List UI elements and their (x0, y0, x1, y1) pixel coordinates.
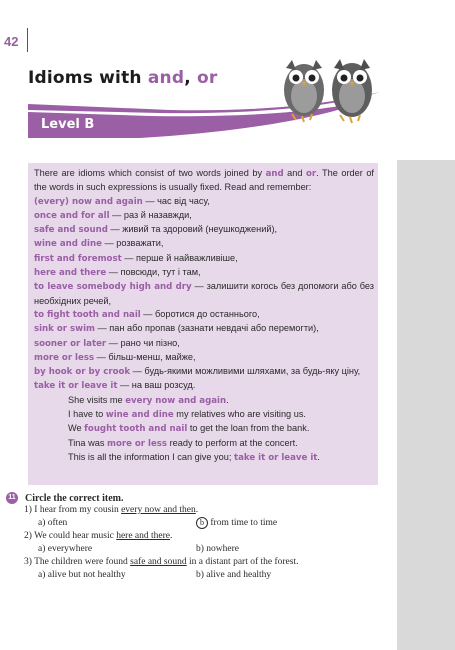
idiom-entry (34, 379, 374, 393)
question-number: 1) (24, 505, 32, 515)
answer-option[interactable] (196, 517, 354, 530)
question-text-part: I hear from my cousin (31, 505, 122, 515)
question-item (6, 504, 391, 530)
idiom-phrase: first and foremost (34, 253, 122, 264)
option-text: alive and healthy (203, 570, 272, 580)
answer-options (38, 543, 391, 556)
example-text: ready to perform at the concert. (167, 437, 298, 448)
idiom-phrase: to fight tooth and nail (34, 309, 141, 320)
example-sentence (68, 394, 374, 408)
option-letter: b) (196, 570, 204, 580)
idiom-phrase: (every) now and again (34, 196, 143, 207)
example-idiom: wine and dine (105, 410, 174, 421)
example-idiom: fought tooth and nail (84, 424, 188, 435)
exercise-heading (6, 492, 391, 504)
underlined-idiom: here and there (116, 531, 171, 541)
title-conj-or: or (196, 68, 218, 88)
idiom-phrase: once and for all (34, 210, 110, 221)
question-text-part: We could hear music (31, 531, 117, 541)
answer-option[interactable] (196, 543, 354, 556)
question-number: 2) (24, 531, 32, 541)
underlined-idiom: safe and sound (130, 557, 187, 567)
example-text: . (317, 451, 320, 462)
circled-letter: b (196, 517, 208, 529)
idiom-meaning: — залишити когось без допомоги або без необхідних речей, (34, 281, 375, 306)
question-text-part: The children were found (31, 557, 131, 567)
exercise-number: 11 (6, 492, 18, 504)
idiom-meaning: — будь-якими можливими шляхами, за будь-яку ціну, (130, 366, 361, 377)
example-text: Tina was (68, 437, 107, 448)
idiom-meaning: — більш-менш, майже, (94, 351, 196, 362)
exercise-instruction: Circle the correct item. (25, 492, 124, 504)
option-text: nowhere (203, 544, 240, 554)
question-number: 3) (24, 557, 32, 567)
idiom-entry (34, 280, 374, 308)
idiom-phrase: more or less (34, 352, 95, 363)
answer-options (38, 569, 391, 582)
example-sentence (68, 437, 374, 451)
idiom-entry (34, 237, 374, 251)
idiom-entry (34, 337, 374, 351)
option-letter: a) (38, 570, 46, 580)
example-idiom: every now and again (125, 395, 227, 406)
example-text: I have to (68, 409, 106, 420)
answer-option[interactable] (38, 569, 196, 582)
answer-options (38, 517, 391, 530)
idiom-meaning: — раз й назавжди, (109, 209, 192, 220)
example-idiom: take it or leave it (233, 452, 318, 463)
answer-option[interactable] (38, 517, 196, 530)
idiom-entry (34, 209, 374, 223)
question-text-part: . (170, 531, 173, 541)
example-list (68, 394, 374, 465)
idiom-entry (34, 252, 374, 266)
idiom-phrase: to leave somebody high and dry (34, 282, 192, 293)
question-text-part: . (195, 505, 199, 515)
idiom-entry (34, 351, 374, 365)
example-text: . (226, 394, 229, 405)
option-text: often (45, 518, 68, 528)
option-letter: b) (196, 544, 204, 554)
intro-text: There are idioms which consist of two words joined by and and or. The order of the words in such expressions is usually fixed. Read and remember: (34, 168, 374, 193)
example-text: my relatives who are visiting us. (173, 409, 306, 420)
option-letter: a) (38, 544, 46, 554)
answer-option[interactable] (196, 569, 354, 582)
title-conj-and: and (147, 68, 185, 88)
idiom-entry (34, 322, 374, 336)
idiom-entry (34, 223, 374, 237)
level-label: Level B (41, 117, 95, 132)
question-text (24, 504, 391, 517)
example-text: to get the loan from the bank. (187, 423, 310, 434)
idiom-meaning: — на ваш розсуд. (117, 380, 196, 391)
example-text: She visits me (68, 394, 126, 405)
idiom-phrase: safe and sound (34, 225, 108, 236)
example-idiom: more or less (106, 438, 168, 449)
example-text: We (68, 423, 85, 434)
example-sentence (68, 451, 374, 465)
exercise (6, 492, 391, 582)
idiom-meaning: — пан або пропав (зазнати невдачі або перемогти), (94, 323, 319, 334)
answer-option[interactable] (38, 543, 196, 556)
idiom-meaning: — перше й найважливіше, (121, 252, 238, 263)
question-text (24, 556, 391, 569)
idiom-entry (34, 308, 374, 322)
example-text: This is all the information I can give you; (68, 451, 234, 462)
question-list (6, 504, 391, 582)
idiom-phrase: by hook or by crook (34, 367, 131, 378)
question-item (6, 556, 391, 582)
option-text: alive but not healthy (45, 570, 126, 580)
idiom-list (34, 195, 374, 394)
example-sentence (68, 408, 374, 422)
page-number: 42 (4, 34, 19, 49)
idiom-entry (34, 365, 374, 379)
idiom-meaning: — розважати, (101, 238, 164, 249)
idiom-meaning: — боротися до останнього, (140, 308, 260, 319)
idiom-entry (34, 266, 374, 280)
idiom-phrase: sink or swim (34, 324, 95, 335)
idiom-phrase: wine and dine (34, 239, 102, 250)
idiom-meaning: — повсюди, тут і там, (106, 267, 201, 278)
side-bar (397, 160, 455, 650)
option-text: everywhere (45, 544, 93, 554)
example-sentence (68, 422, 374, 436)
question-item (6, 530, 391, 556)
option-text: from time to time (208, 518, 278, 528)
theory-box (28, 163, 378, 485)
idiom-meaning: — живий та здоровий (неушкоджений), (107, 224, 278, 235)
page-title: Idioms with and, or (28, 68, 218, 88)
idiom-phrase: sooner or later (34, 338, 107, 349)
question-text-part: in a distant part of the forest. (186, 557, 299, 567)
option-letter: a) (38, 518, 46, 528)
idiom-entry (34, 195, 374, 209)
idiom-phrase: take it or leave it (34, 381, 118, 392)
idiom-meaning: — час від часу, (142, 195, 210, 206)
idiom-meaning: — рано чи пізно, (106, 337, 180, 348)
idiom-phrase: here and there (34, 268, 107, 279)
question-text (24, 530, 391, 543)
underlined-idiom: every now and then (121, 505, 196, 515)
owl-icon (332, 59, 372, 123)
